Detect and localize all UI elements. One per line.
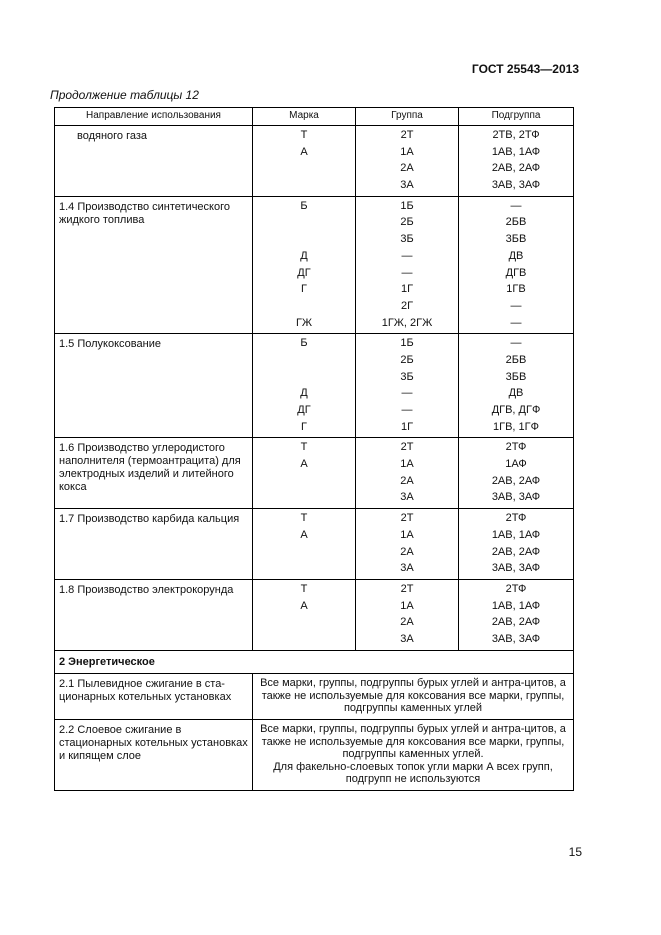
- column-header-mark: Марка: [253, 108, 356, 126]
- group-cell-line: 1А: [400, 599, 414, 612]
- mark-cell-line: Т: [300, 129, 308, 141]
- group-cell-line: 1А: [400, 145, 414, 158]
- usage-description: [253, 719, 574, 790]
- table-row: [55, 438, 574, 509]
- group-cell: [356, 579, 459, 650]
- subgroup-cell-line: 2ТВ, 2ТФ: [492, 129, 540, 141]
- subgroup-cell-line: —: [510, 299, 522, 312]
- subgroup-cell-line: ДГВ, ДГФ: [491, 404, 541, 416]
- usage-name: 1.8 Производство электрокорунда: [55, 579, 253, 650]
- table-caption: Продолжение таблицы 12: [50, 88, 199, 102]
- mark-cell-line: [257, 352, 351, 369]
- subgroup-cell-line: 2БВ: [505, 216, 527, 229]
- mark-cell-line: ДГ: [297, 404, 311, 416]
- subgroup-cell-line: 1ГВ: [506, 283, 526, 296]
- usage-name: 2.2 Слоевое сжигание в стационарных котельных установках и кипящем слое: [55, 719, 253, 790]
- mark-cell-line: Б: [300, 199, 308, 212]
- subgroup-cell: [459, 334, 574, 438]
- subgroup-cell: [459, 438, 574, 509]
- group-cell-line: 2Т: [400, 512, 414, 525]
- mark-cell-line: [257, 298, 351, 315]
- subgroup-cell-line: 3АВ, 3АФ: [491, 491, 541, 504]
- group-cell-line: 1ГЖ, 2ГЖ: [381, 316, 433, 329]
- group-cell-line: 2Б: [400, 216, 414, 229]
- group-cell: [356, 438, 459, 509]
- mark-cell-line: А: [300, 145, 308, 158]
- usage-description-text: Все марки, группы, подгруппы бурых углей и антра-цитов, а также не используемые для коксования все марки, группы, подгруппы каменных углей.: [260, 722, 566, 761]
- mark-cell-line: [257, 160, 351, 177]
- mark-cell-line: [257, 544, 351, 561]
- table-header-row: [55, 108, 574, 126]
- subgroup-cell-line: 2ТФ: [505, 512, 527, 525]
- table-row: [55, 674, 574, 720]
- subgroup-cell-line: ДГВ: [505, 266, 527, 279]
- subgroup-cell-line: 1АВ, 1АФ: [491, 145, 541, 158]
- group-cell-line: 2А: [400, 474, 414, 487]
- group-cell: [356, 509, 459, 580]
- mark-cell-line: ДГ: [297, 266, 311, 279]
- group-cell-line: —: [401, 249, 413, 262]
- table-row: [55, 334, 574, 438]
- mark-cell-line: Г: [301, 283, 307, 296]
- mark-cell-line: Г: [301, 420, 307, 433]
- subgroup-cell-line: 3АВ, 3АФ: [491, 632, 541, 645]
- usage-name: 1.7 Производство карбида кальция: [55, 509, 253, 580]
- subgroup-cell: [459, 579, 574, 650]
- group-cell-line: 2Т: [400, 441, 414, 454]
- mark-cell-line: Т: [300, 582, 308, 595]
- mark-cell-line: Т: [300, 512, 308, 525]
- group-cell: [356, 196, 459, 334]
- subgroup-cell: [459, 126, 574, 197]
- subgroup-cell-line: 3АВ, 3АФ: [491, 562, 541, 575]
- subgroup-cell-line: 1ГВ, 1ГФ: [493, 420, 539, 433]
- usage-name: 1.6 Производство углеродистого наполнителя (термоантрацита) для электродных изделий и литейного кокса: [55, 438, 253, 509]
- subgroup-cell-line: 1АВ, 1АФ: [491, 599, 541, 612]
- group-cell-line: 2Б: [400, 353, 414, 366]
- column-header-subgroup: Подгруппа: [459, 108, 574, 126]
- mark-cell-line: Д: [300, 249, 308, 262]
- group-cell-line: —: [401, 387, 413, 400]
- group-cell-line: 1Г: [400, 420, 414, 433]
- subgroup-cell-line: 2АВ, 2АФ: [491, 474, 541, 487]
- coal-usage-table: [54, 107, 574, 791]
- mark-cell-line: Б: [300, 337, 308, 350]
- mark-cell-line: [257, 231, 351, 248]
- group-cell-line: 3А: [400, 179, 414, 192]
- mark-cell-line: [257, 614, 351, 631]
- usage-name: 2.1 Пылевидное сжигание в ста-ционарных котельных установках: [55, 674, 253, 720]
- mark-cell-line: А: [300, 458, 308, 471]
- table-row: [55, 509, 574, 580]
- mark-cell-line: [257, 473, 351, 490]
- subgroup-cell-line: 2ТФ: [505, 441, 527, 454]
- usage-description: Все марки, группы, подгруппы бурых углей и антра-цитов, а также не используемые для коксования все марки, группы, подгруппы каменных углей: [253, 674, 574, 720]
- table-row: [55, 196, 574, 334]
- group-cell-line: 3А: [400, 562, 414, 575]
- column-header-group: Группа: [356, 108, 459, 126]
- usage-name: 1.4 Производство синтетического жидкого топлива: [55, 196, 253, 334]
- group-cell-line: —: [401, 404, 413, 416]
- group-cell-line: 3Б: [400, 233, 414, 246]
- subgroup-cell-line: 2ТФ: [505, 582, 527, 595]
- subgroup-cell-line: 2АВ, 2АФ: [491, 616, 541, 629]
- usage-name: водяного газа: [55, 126, 253, 197]
- subgroup-cell-line: —: [510, 199, 522, 212]
- group-cell: [356, 126, 459, 197]
- group-cell: [356, 334, 459, 438]
- section-title: 2 Энергетическое: [55, 650, 574, 674]
- mark-cell-line: [257, 489, 351, 506]
- mark-cell: [253, 126, 356, 197]
- section-row: [55, 650, 574, 674]
- subgroup-cell-line: ДВ: [508, 249, 524, 262]
- table-row: [55, 126, 574, 197]
- subgroup-cell: [459, 196, 574, 334]
- group-cell-line: 2А: [400, 545, 414, 558]
- table-row: [55, 719, 574, 790]
- mark-cell: [253, 579, 356, 650]
- subgroup-cell-line: 2БВ: [505, 353, 527, 366]
- group-cell-line: 1А: [400, 528, 414, 541]
- subgroup-cell-line: 1АВ, 1АФ: [491, 528, 541, 541]
- group-cell-line: 2Т: [400, 129, 414, 141]
- subgroup-cell-line: ДВ: [508, 387, 524, 400]
- group-cell-line: 3А: [400, 491, 414, 504]
- mark-cell-line: А: [300, 528, 308, 541]
- mark-cell-line: [257, 631, 351, 648]
- mark-cell-line: [257, 369, 351, 386]
- mark-cell-line: А: [300, 599, 308, 612]
- page-number: 15: [568, 845, 582, 859]
- group-cell-line: 1А: [400, 458, 414, 471]
- group-cell-line: 1Б: [400, 199, 414, 212]
- subgroup-cell-line: 2АВ, 2АФ: [491, 545, 541, 558]
- subgroup-cell-line: —: [510, 337, 522, 350]
- mark-cell-line: [257, 177, 351, 194]
- subgroup-cell-line: 2АВ, 2АФ: [491, 162, 541, 175]
- group-cell-line: 2А: [400, 162, 414, 175]
- mark-cell-line: [257, 214, 351, 231]
- group-cell-line: 2А: [400, 616, 414, 629]
- mark-cell: [253, 509, 356, 580]
- mark-cell-line: Д: [300, 387, 308, 400]
- group-cell-line: 1Б: [400, 337, 414, 350]
- mark-cell-line: Т: [300, 441, 308, 454]
- mark-cell: [253, 438, 356, 509]
- subgroup-cell-line: —: [510, 316, 522, 329]
- group-cell-line: 1Г: [400, 283, 414, 296]
- mark-cell: [253, 196, 356, 334]
- mark-cell-line: ГЖ: [295, 316, 313, 329]
- usage-name: 1.5 Полукоксование: [55, 334, 253, 438]
- mark-cell: [253, 334, 356, 438]
- usage-description-note: Для факельно-слоевых топок угли марки А всех групп, подгрупп не используются: [273, 760, 553, 786]
- group-cell-line: 2Г: [400, 299, 414, 312]
- column-header-usage: Направление использования: [55, 108, 253, 126]
- group-cell-line: 3А: [400, 632, 414, 645]
- table-row: [55, 579, 574, 650]
- subgroup-cell-line: 3АВ, 3АФ: [491, 179, 541, 192]
- subgroup-cell-line: 1АФ: [505, 458, 527, 471]
- subgroup-cell-line: 3БВ: [505, 233, 527, 246]
- group-cell-line: 2Т: [400, 582, 414, 595]
- subgroup-cell: [459, 509, 574, 580]
- group-cell-line: —: [401, 266, 413, 279]
- group-cell-line: 3Б: [400, 370, 414, 383]
- standard-number: ГОСТ 25543—2013: [471, 62, 579, 76]
- subgroup-cell-line: 3БВ: [505, 370, 527, 383]
- mark-cell-line: [257, 560, 351, 577]
